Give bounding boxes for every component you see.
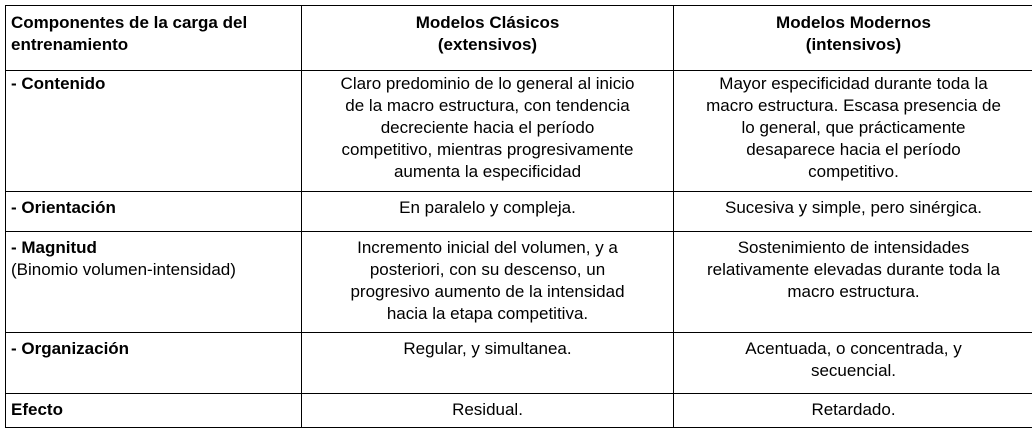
- cell-line: Mayor especificidad durante toda la: [679, 73, 1028, 95]
- table-row: [6, 394, 1032, 428]
- cell-line: relativamente elevadas durante toda la: [679, 259, 1028, 281]
- table-row: [6, 71, 1032, 192]
- cell-line: competitivo.: [679, 161, 1028, 183]
- header-components: Componentes de la carga del entrenamiento: [6, 6, 302, 71]
- cell-line: Acentuada, o concentrada, y: [679, 338, 1028, 360]
- cell-line: macro estructura.: [679, 281, 1028, 303]
- cell-line: hacia la etapa competitiva.: [307, 303, 668, 325]
- row-label-magnitud-sub: (Binomio volumen-intensidad): [11, 259, 296, 281]
- cell-line: desaparece hacia el período: [679, 139, 1028, 161]
- cell-line: Incremento inicial del volumen, y a: [307, 237, 668, 259]
- row-label-magnitud: [6, 232, 302, 333]
- row-label-orientacion: - Orientación: [6, 192, 302, 232]
- table-row: [6, 333, 1032, 394]
- cell-line: lo general, que prácticamente: [679, 117, 1028, 139]
- cell-line: secuencial.: [679, 360, 1028, 382]
- cell-line: de la macro estructura, con tendencia: [307, 95, 668, 117]
- cell-line: aumenta la especificidad: [307, 161, 668, 183]
- header-modern-title: Modelos Modernos: [679, 12, 1028, 34]
- header-classic-title: Modelos Clásicos: [307, 12, 668, 34]
- cell-modern-efecto: Retardado.: [674, 394, 1032, 428]
- table-row: [6, 232, 1032, 333]
- cell-classic-contenido: [302, 71, 674, 192]
- cell-line: Claro predominio de lo general al inicio: [307, 73, 668, 95]
- cell-modern-orientacion: Sucesiva y simple, pero sinérgica.: [674, 192, 1032, 232]
- cell-classic-organizacion: Regular, y simultanea.: [302, 333, 674, 394]
- header-modern-models: [674, 6, 1032, 71]
- header-classic-subtitle: (extensivos): [307, 34, 668, 56]
- cell-line: posteriori, con su descenso, un: [307, 259, 668, 281]
- cell-modern-contenido: [674, 71, 1032, 192]
- row-label-contenido: - Contenido: [6, 71, 302, 192]
- cell-line: macro estructura. Escasa presencia de: [679, 95, 1028, 117]
- cell-classic-orientacion: En paralelo y compleja.: [302, 192, 674, 232]
- header-modern-subtitle: (intensivos): [679, 34, 1028, 56]
- table-row: [6, 192, 1032, 232]
- cell-line: competitivo, mientras progresivamente: [307, 139, 668, 161]
- header-classic-models: [302, 6, 674, 71]
- cell-line: Sostenimiento de intensidades: [679, 237, 1028, 259]
- cell-modern-organizacion: [674, 333, 1032, 394]
- cell-classic-efecto: Residual.: [302, 394, 674, 428]
- row-label-organizacion: - Organización: [6, 333, 302, 394]
- cell-line: progresivo aumento de la intensidad: [307, 281, 668, 303]
- header-row: [6, 6, 1032, 71]
- row-label-efecto: Efecto: [6, 394, 302, 428]
- row-label-magnitud-title: - Magnitud: [11, 238, 97, 257]
- cell-classic-magnitud: [302, 232, 674, 333]
- comparison-table: [5, 5, 1032, 428]
- cell-line: decreciente hacia el período: [307, 117, 668, 139]
- cell-modern-magnitud: [674, 232, 1032, 333]
